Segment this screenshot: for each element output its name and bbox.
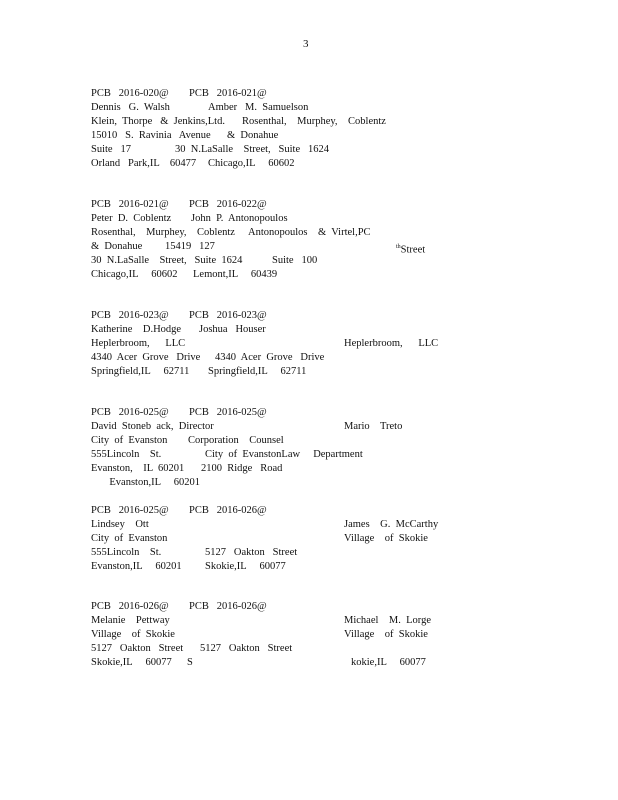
address-line-right: Springfield,IL 62711 [208, 366, 307, 377]
address-line-far [396, 241, 425, 257]
address-line-left: Suite 17 [91, 144, 131, 155]
address-line-left: Orland Park,IL 60477 [91, 158, 197, 169]
address-line-right: & Donahue [227, 130, 279, 141]
address-line-right: Rosenthal, Murphey, Coblentz [242, 116, 386, 127]
address-line-left: Lindsey Ott [91, 519, 149, 530]
ordinal-suffix: th [396, 244, 401, 250]
address-line-right: Antonopoulos & Virtel,PC [248, 227, 371, 238]
address-line-right: PCB 2016-026@ [189, 505, 267, 516]
address-line-right: City of EvanstonLaw Department [205, 449, 363, 460]
address-line-left: 30 N.LaSalle Street, Suite 1624 [91, 255, 243, 266]
address-line-left: City of Evanston [91, 533, 168, 544]
address-line-right: PCB 2016-026@ [189, 601, 267, 612]
address-line-right: 15419 127 [165, 241, 215, 252]
address-line-far: Michael M. Lorge [344, 615, 431, 626]
address-line-left: PCB 2016-025@ [91, 407, 169, 418]
address-line-left: Melanie Pettway [91, 615, 170, 626]
address-line-left: David Stoneb ack, Director [91, 421, 214, 432]
address-line-left: PCB 2016-026@ [91, 601, 169, 612]
address-line-left: PCB 2016-021@ [91, 199, 169, 210]
address-line-right: Skokie,IL 60077 [205, 561, 286, 572]
address-line-left: Skokie,IL 60077 [91, 657, 172, 668]
address-line-right: Joshua Houser [199, 324, 266, 335]
address-line-right: 5127 Oakton Street [200, 643, 293, 654]
address-line-left: PCB 2016-020@ [91, 88, 169, 99]
address-line-far: Village of Skokie [344, 629, 428, 640]
page-number: 3 [303, 38, 309, 50]
address-line-right: 30 N.LaSalle Street, Suite 1624 [175, 144, 329, 155]
address-line-left: Chicago,IL 60602 [91, 269, 178, 280]
address-line-left: Evanston,IL 60201 [91, 561, 182, 572]
address-line-left: Springfield,IL 62711 [91, 366, 190, 377]
address-line-left: Evanston,IL 60201 [91, 477, 200, 488]
address-line-right: 2100 Ridge Road [201, 463, 283, 474]
address-line-left: Peter D. Coblentz [91, 213, 172, 224]
address-line-far: Mario Treto [344, 421, 403, 432]
address-line-right: Lemont,IL 60439 [193, 269, 278, 280]
address-line-far: kokie,IL 60077 [351, 657, 426, 668]
address-line-left: Dennis G. Walsh [91, 102, 170, 113]
address-line-left: PCB 2016-023@ [91, 310, 169, 321]
address-line-right: Corporation Counsel [188, 435, 284, 446]
address-line-left: Klein, Thorpe & Jenkins,Ltd. [91, 116, 225, 127]
address-line-left: 4340 Acer Grove Drive [91, 352, 201, 363]
address-line-left: Heplerbroom, LLC [91, 338, 186, 349]
address-line-left: 555Lincoln St. [91, 449, 162, 460]
address-line-far: Heplerbroom, LLC [344, 338, 439, 349]
address-line-right: Chicago,IL 60602 [208, 158, 295, 169]
address-line-left: Village of Skokie [91, 629, 175, 640]
address-line-left: City of Evanston [91, 435, 168, 446]
address-line-left: PCB 2016-025@ [91, 505, 169, 516]
address-line-right: 4340 Acer Grove Drive [215, 352, 325, 363]
address-line-right: Amber M. Samuelson [208, 102, 309, 113]
street-word: Street [400, 244, 426, 256]
address-line-left: & Donahue [91, 241, 143, 252]
address-line-left: Rosenthal, Murphey, Coblentz [91, 227, 235, 238]
address-line-right: Suite 100 [272, 255, 318, 266]
address-line-right: PCB 2016-023@ [189, 310, 267, 321]
address-line-right: PCB 2016-025@ [189, 407, 267, 418]
address-line-right: PCB 2016-021@ [189, 88, 267, 99]
address-line-far: Village of Skokie [344, 533, 428, 544]
address-line-right: John P. Antonopoulos [191, 213, 288, 224]
address-line-left: 555Lincoln St. [91, 547, 162, 558]
address-line-right: 5127 Oakton Street [205, 547, 298, 558]
address-line-left: 15010 S. Ravinia Avenue [91, 130, 211, 141]
address-line-right: S [187, 657, 193, 668]
address-line-far: James G. McCarthy [344, 519, 439, 530]
address-line-left: Evanston, IL 60201 [91, 463, 185, 474]
address-line-right: PCB 2016-022@ [189, 199, 267, 210]
address-line-left: 5127 Oakton Street [91, 643, 184, 654]
address-line-left: Katherine D.Hodge [91, 324, 182, 335]
